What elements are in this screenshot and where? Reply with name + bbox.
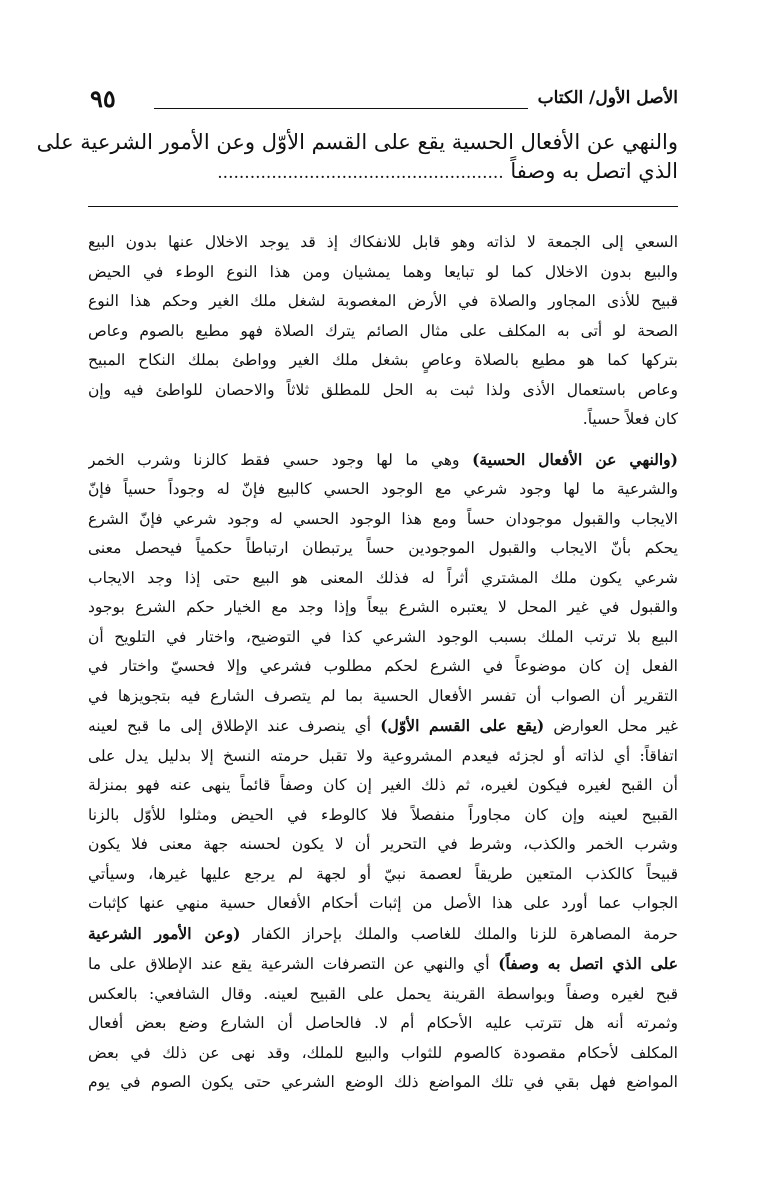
commentary-line: وعاص باستعمال الأذى ولذا ثبت به الحل للمطلق ثلاثاً والاحصان للواطئ فيه وإن (88, 380, 678, 399)
commentary-line: وثمرته أنه هل تترتب عليه الأحكام أم لا. فالحاصل أن الشارع وضع بعض أفعال (88, 1014, 678, 1032)
commentary-line: اتفاقاً: أي لذاته أو لجزئه فيعدم المشروعية ولا تقبل حرمته النسخ إلا بدليل يدل على (88, 746, 678, 765)
commentary-line: البيع بلا ترتب الملك بسبب الوجود الشرعي كذا في التوضيح، واختار في التلويح أن (88, 627, 678, 646)
commentary-line: الجواب عما أورد على هذا الأصل من إثبات أحكام الأفعال حسية منهي عنها كإثبات (88, 894, 678, 912)
commentary-line: القبيح لعينه وإن كان مجاوراً منفصلاً فلا كالوطء في الحيض ومثلوا للأوّل بالزنا (88, 805, 678, 824)
dot-leader: ..................................................... (217, 163, 504, 183)
commentary-line (88, 919, 678, 950)
commentary-paragraph-1 (88, 228, 678, 435)
footnote-separator (88, 206, 678, 207)
commentary-line: التقرير أن الصواب أن تفسر الأفعال الحسية بما لم يتصرف الشارع فيه بتجويزها في (88, 686, 678, 705)
commentary-line: الايجاب والقبول موجودان حساً ومع هذا الوجود الحسي له وجود شرعي فإنّ الشرع (88, 509, 678, 528)
commentary-line (88, 949, 678, 980)
commentary-text: وهي ما لها وجود حسي فقط كالزنا وشرب الخمر (88, 450, 473, 469)
quoted-text: (يقع على القسم الأوّل) (380, 716, 545, 735)
commentary-line: المكلف لأحكام مقصودة كالصوم للثواب والبيع للملك، وقد نهى عن ذلك في بعض (88, 1043, 678, 1062)
commentary-line: بتركها كما هو مطيع بالصلاة وعاصٍ بشغل ملك الغير وواطئ بملك النكاح المبيح (88, 351, 678, 369)
commentary-line: قبيح للأذى المجاور والصلاة في الأرض المغصوبة لشغل ملك الغير وحكم هذا النوع (88, 292, 678, 310)
commentary-line: السعي إلى الجمعة لا لذاته وهو قابل للانفكاك إذ قد يوجد الاخلال عنها بدون البيع (88, 233, 678, 251)
commentary-line: يحكم بأنّ الايجاب والقبول الموجودين حساً يرتبطان ارتباطاً حكمياً فيحصل معنى (88, 539, 678, 557)
commentary-paragraph-2 (88, 445, 678, 1098)
main-text (36, 128, 678, 188)
commentary-line: والشرعية ما لها وجود شرعي مع الوجود الحسي كالبيع فإنّ له وجوداً حسياً فإنّ (88, 480, 678, 498)
commentary-text: غير محل العوارض (544, 717, 678, 735)
commentary-text: حرمة المصاهرة للزنا والملك للغاصب والملك بإحراز الكفار (240, 924, 678, 943)
header-rule (154, 108, 528, 109)
commentary-line: قبح لغيره وصفاً وبواسطة القرينة يحمل على القبيح لعينه. وقال الشافعي: بالعكس (88, 984, 678, 1003)
running-header (90, 84, 678, 118)
header-title: الأصل الأول/ الكتاب (537, 88, 678, 108)
commentary-text: أي ينصرف عند الإطلاق إلى ما قبح لعينه (88, 717, 381, 735)
main-text-line: والنهي عن الأفعال الحسية يقع على القسم الأوّل وعن الأمور الشرعية على (36, 130, 678, 154)
page-number: ٩٥ (90, 84, 116, 113)
commentary (88, 228, 678, 1098)
main-text-line (88, 157, 678, 188)
commentary-line: قبيحاً كالكذب المتعين طريقاً لعصمة نبيّ أو لجهة لم يرجع عليها غيرها، وسيأتي (88, 864, 678, 883)
commentary-line: والبيع بدون الاخلال كما لو تبايعا وهما يمشيان ومن هذا النوع الوطء في الحيض (88, 262, 678, 281)
commentary-line (88, 445, 678, 476)
commentary-line: المواضع فهل بقي في تلك المواضع ذلك الوضع الشرعي حتى يكون الصوم في يوم (88, 1073, 678, 1091)
quoted-text: (وعن الأمور الشرعية (88, 923, 241, 943)
commentary-text: أي والنهي عن التصرفات الشرعية يقع عند الإطلاق على ما (88, 955, 499, 973)
commentary-line: الفعل إن كان موضوعاً في الشرع لحكم مطلوب فشرعي وإلا فحسيّ واختار في (88, 657, 678, 675)
quoted-text: (والنهي عن الأفعال الحسية) (472, 449, 678, 469)
commentary-line: وشرب الخمر والكذب، وشرط في التحرير أن لا يكون لحسنه جهة معنى فلا يكون (88, 835, 678, 853)
commentary-line: والقبول في غير المحل لا يعتبره الشرع بيعاً وإذا وجد مع الخيار حكم الشرع بوجود (88, 598, 678, 616)
commentary-line: أن القبح لغيره فيكون لغيره، ثم ذلك الغير إن كان وصفاً قائماً ينهى عنه فهو بمنزلة (88, 776, 678, 794)
commentary-line: كان فعلاً حسياً. (582, 410, 678, 428)
main-text-line-2: الذي اتصل به وصفاً (510, 159, 678, 183)
quoted-text: على الذي اتصل به وصفاً) (498, 954, 678, 973)
commentary-line (88, 711, 678, 742)
commentary-line: الصحة لو أتى به المكلف على مثال الصائم يترك الصلاة فهو مطيع بالصوم وعاص (88, 321, 678, 340)
commentary-line: شرعي يكون ملك المشتري أثراً له فذلك المعنى هو البيع حتى إذا وجد الايجاب (88, 568, 678, 587)
